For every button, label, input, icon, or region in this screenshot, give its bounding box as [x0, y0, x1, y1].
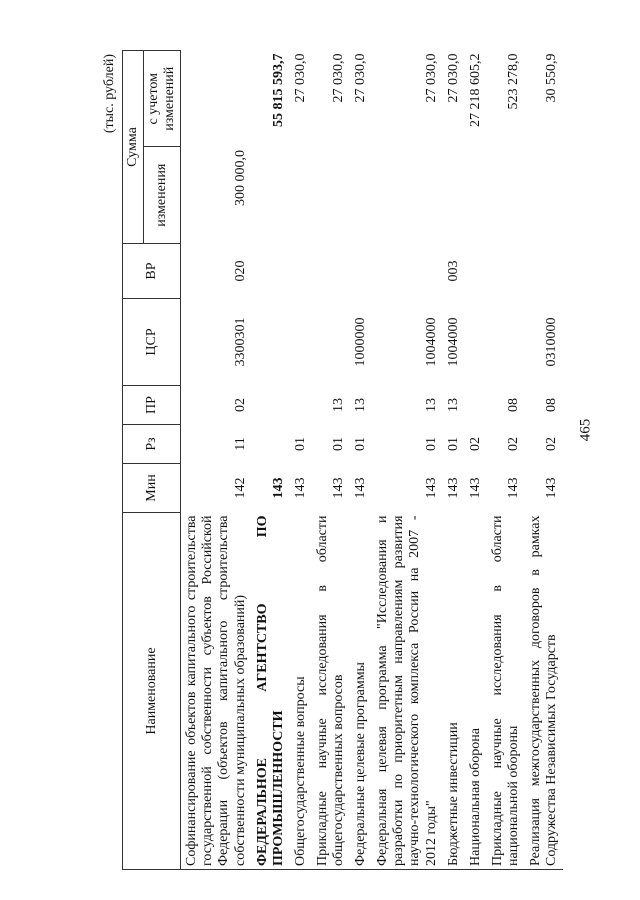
cell-csr: 1004000	[445, 317, 461, 367]
header-sum: Сумма	[123, 51, 144, 244]
page-number: 465	[577, 418, 594, 442]
cell-vr	[465, 244, 487, 299]
cell-rz: 01	[292, 437, 308, 451]
cell-total: 55 815 593,7	[270, 53, 286, 127]
cell-min: 143	[292, 477, 308, 499]
cell-total: 27 030,0	[353, 53, 369, 103]
cell-csr	[290, 299, 312, 386]
cell-vr: 020	[232, 260, 248, 282]
cell-rz: 01	[423, 437, 439, 451]
cell-name: Национальная оборона	[465, 513, 487, 870]
cell-name: Бюджетные инвестиции	[443, 513, 465, 870]
cell-name: Реализация межгосударственных договоров в рамках Содружества Независимых Государств	[525, 513, 563, 870]
cell-total: 523 278,0	[505, 53, 521, 110]
cell-changes	[290, 147, 312, 244]
cell-total: 27 218 605,2	[467, 53, 483, 127]
header-pr: ПР	[123, 386, 181, 425]
rotated-page-content	[100, 50, 630, 870]
cell-min: 143	[353, 477, 369, 499]
cell-min: 142	[232, 477, 248, 499]
cell-total: 27 030,0	[331, 53, 347, 103]
table-row	[487, 51, 525, 870]
cell-pr: 13	[445, 398, 461, 412]
cell-total: 27 030,0	[292, 53, 308, 103]
table-row	[525, 51, 563, 870]
cell-name: Федеральная целевая программа "Исследования и разработки по приоритетным направлениям развития научно-технологического комплекса России на 2007 - 2012 годы"	[372, 513, 442, 870]
cell-pr	[290, 386, 312, 425]
cell-min: 143	[544, 477, 560, 499]
header-rz: Рз	[123, 425, 181, 464]
cell-pr: 08	[505, 398, 521, 412]
cell-name: Софинансирование объектов капитального строительства государственной собственности субъектов Российской Федерации (объектов капитального строительства собственности муниципальных образований)	[181, 513, 252, 870]
cell-vr	[350, 244, 372, 299]
cell-min: 143	[331, 477, 347, 499]
cell-changes	[465, 147, 487, 244]
header-vr: ВР	[123, 244, 181, 299]
cell-total	[181, 51, 252, 148]
table-row	[181, 51, 252, 870]
cell-rz: 11	[232, 437, 248, 451]
cell-rz: 02	[544, 437, 560, 451]
cell-rz: 01	[331, 437, 347, 451]
cell-pr: 13	[423, 398, 439, 412]
cell-changes	[443, 147, 465, 244]
cell-rz: 01	[353, 437, 369, 451]
cell-csr: 1004000	[423, 317, 439, 367]
header-min: Мин	[123, 464, 181, 513]
header-changes: изменения	[144, 147, 181, 244]
cell-csr: 3300301	[232, 317, 248, 367]
table-row	[443, 51, 465, 870]
cell-csr: 0310000	[544, 317, 560, 367]
cell-name: ФЕДЕРАЛЬНОЕ АГЕНТСТВО ПО ПРОМЫШЛЕННОСТИ	[252, 513, 290, 870]
cell-vr	[487, 244, 525, 299]
cell-total: 27 030,0	[445, 53, 461, 103]
cell-csr	[487, 299, 525, 386]
cell-csr: 1000000	[353, 317, 369, 367]
cell-name: Федеральные целевые программы	[350, 513, 372, 870]
cell-csr	[465, 299, 487, 386]
header-with-changes: с учетом изменений	[144, 51, 181, 148]
table-row	[350, 51, 372, 870]
cell-rz	[252, 425, 290, 464]
cell-changes	[350, 147, 372, 244]
cell-total: 30 550,9	[544, 53, 560, 103]
cell-changes	[312, 147, 350, 244]
cell-min: 143	[270, 477, 286, 499]
cell-vr	[372, 244, 442, 299]
table-row	[312, 51, 350, 870]
table-row	[465, 51, 487, 870]
cell-csr	[252, 299, 290, 386]
cell-name: Общегосударственные вопросы	[290, 513, 312, 870]
header-name: Наименование	[123, 513, 181, 870]
cell-rz: 02	[505, 437, 521, 451]
table-row	[372, 51, 442, 870]
cell-min: 143	[423, 477, 439, 499]
cell-pr: 13	[331, 398, 347, 412]
cell-min: 143	[445, 477, 461, 499]
cell-vr	[290, 244, 312, 299]
cell-vr: 003	[445, 260, 461, 282]
budget-table	[122, 50, 563, 870]
cell-name: Прикладные научные исследования в области национальной обороны	[487, 513, 525, 870]
cell-vr	[525, 244, 563, 299]
units-note: (тыс. рублей)	[102, 54, 117, 134]
table-row	[252, 51, 290, 870]
cell-rz: 01	[445, 437, 461, 451]
table-row	[290, 51, 312, 870]
cell-csr	[312, 299, 350, 386]
cell-changes	[487, 147, 525, 244]
cell-name: Прикладные научные исследования в области общегосударственных вопросов	[312, 513, 350, 870]
cell-pr: 02	[232, 398, 248, 412]
cell-pr	[465, 386, 487, 425]
cell-pr: 13	[353, 398, 369, 412]
cell-vr	[252, 244, 290, 299]
cell-min: 143	[467, 477, 483, 499]
cell-vr	[312, 244, 350, 299]
cell-pr: 08	[544, 398, 560, 412]
cell-changes	[252, 147, 290, 244]
cell-rz: 02	[467, 437, 483, 451]
table-body	[181, 51, 563, 870]
cell-changes	[372, 147, 442, 244]
table-header	[123, 51, 181, 870]
cell-pr	[252, 386, 290, 425]
cell-changes: 300 000,0	[232, 150, 248, 206]
cell-min: 143	[505, 477, 521, 499]
cell-changes	[525, 147, 563, 244]
header-csr: ЦСР	[123, 299, 181, 386]
cell-total: 27 030,0	[423, 53, 439, 103]
